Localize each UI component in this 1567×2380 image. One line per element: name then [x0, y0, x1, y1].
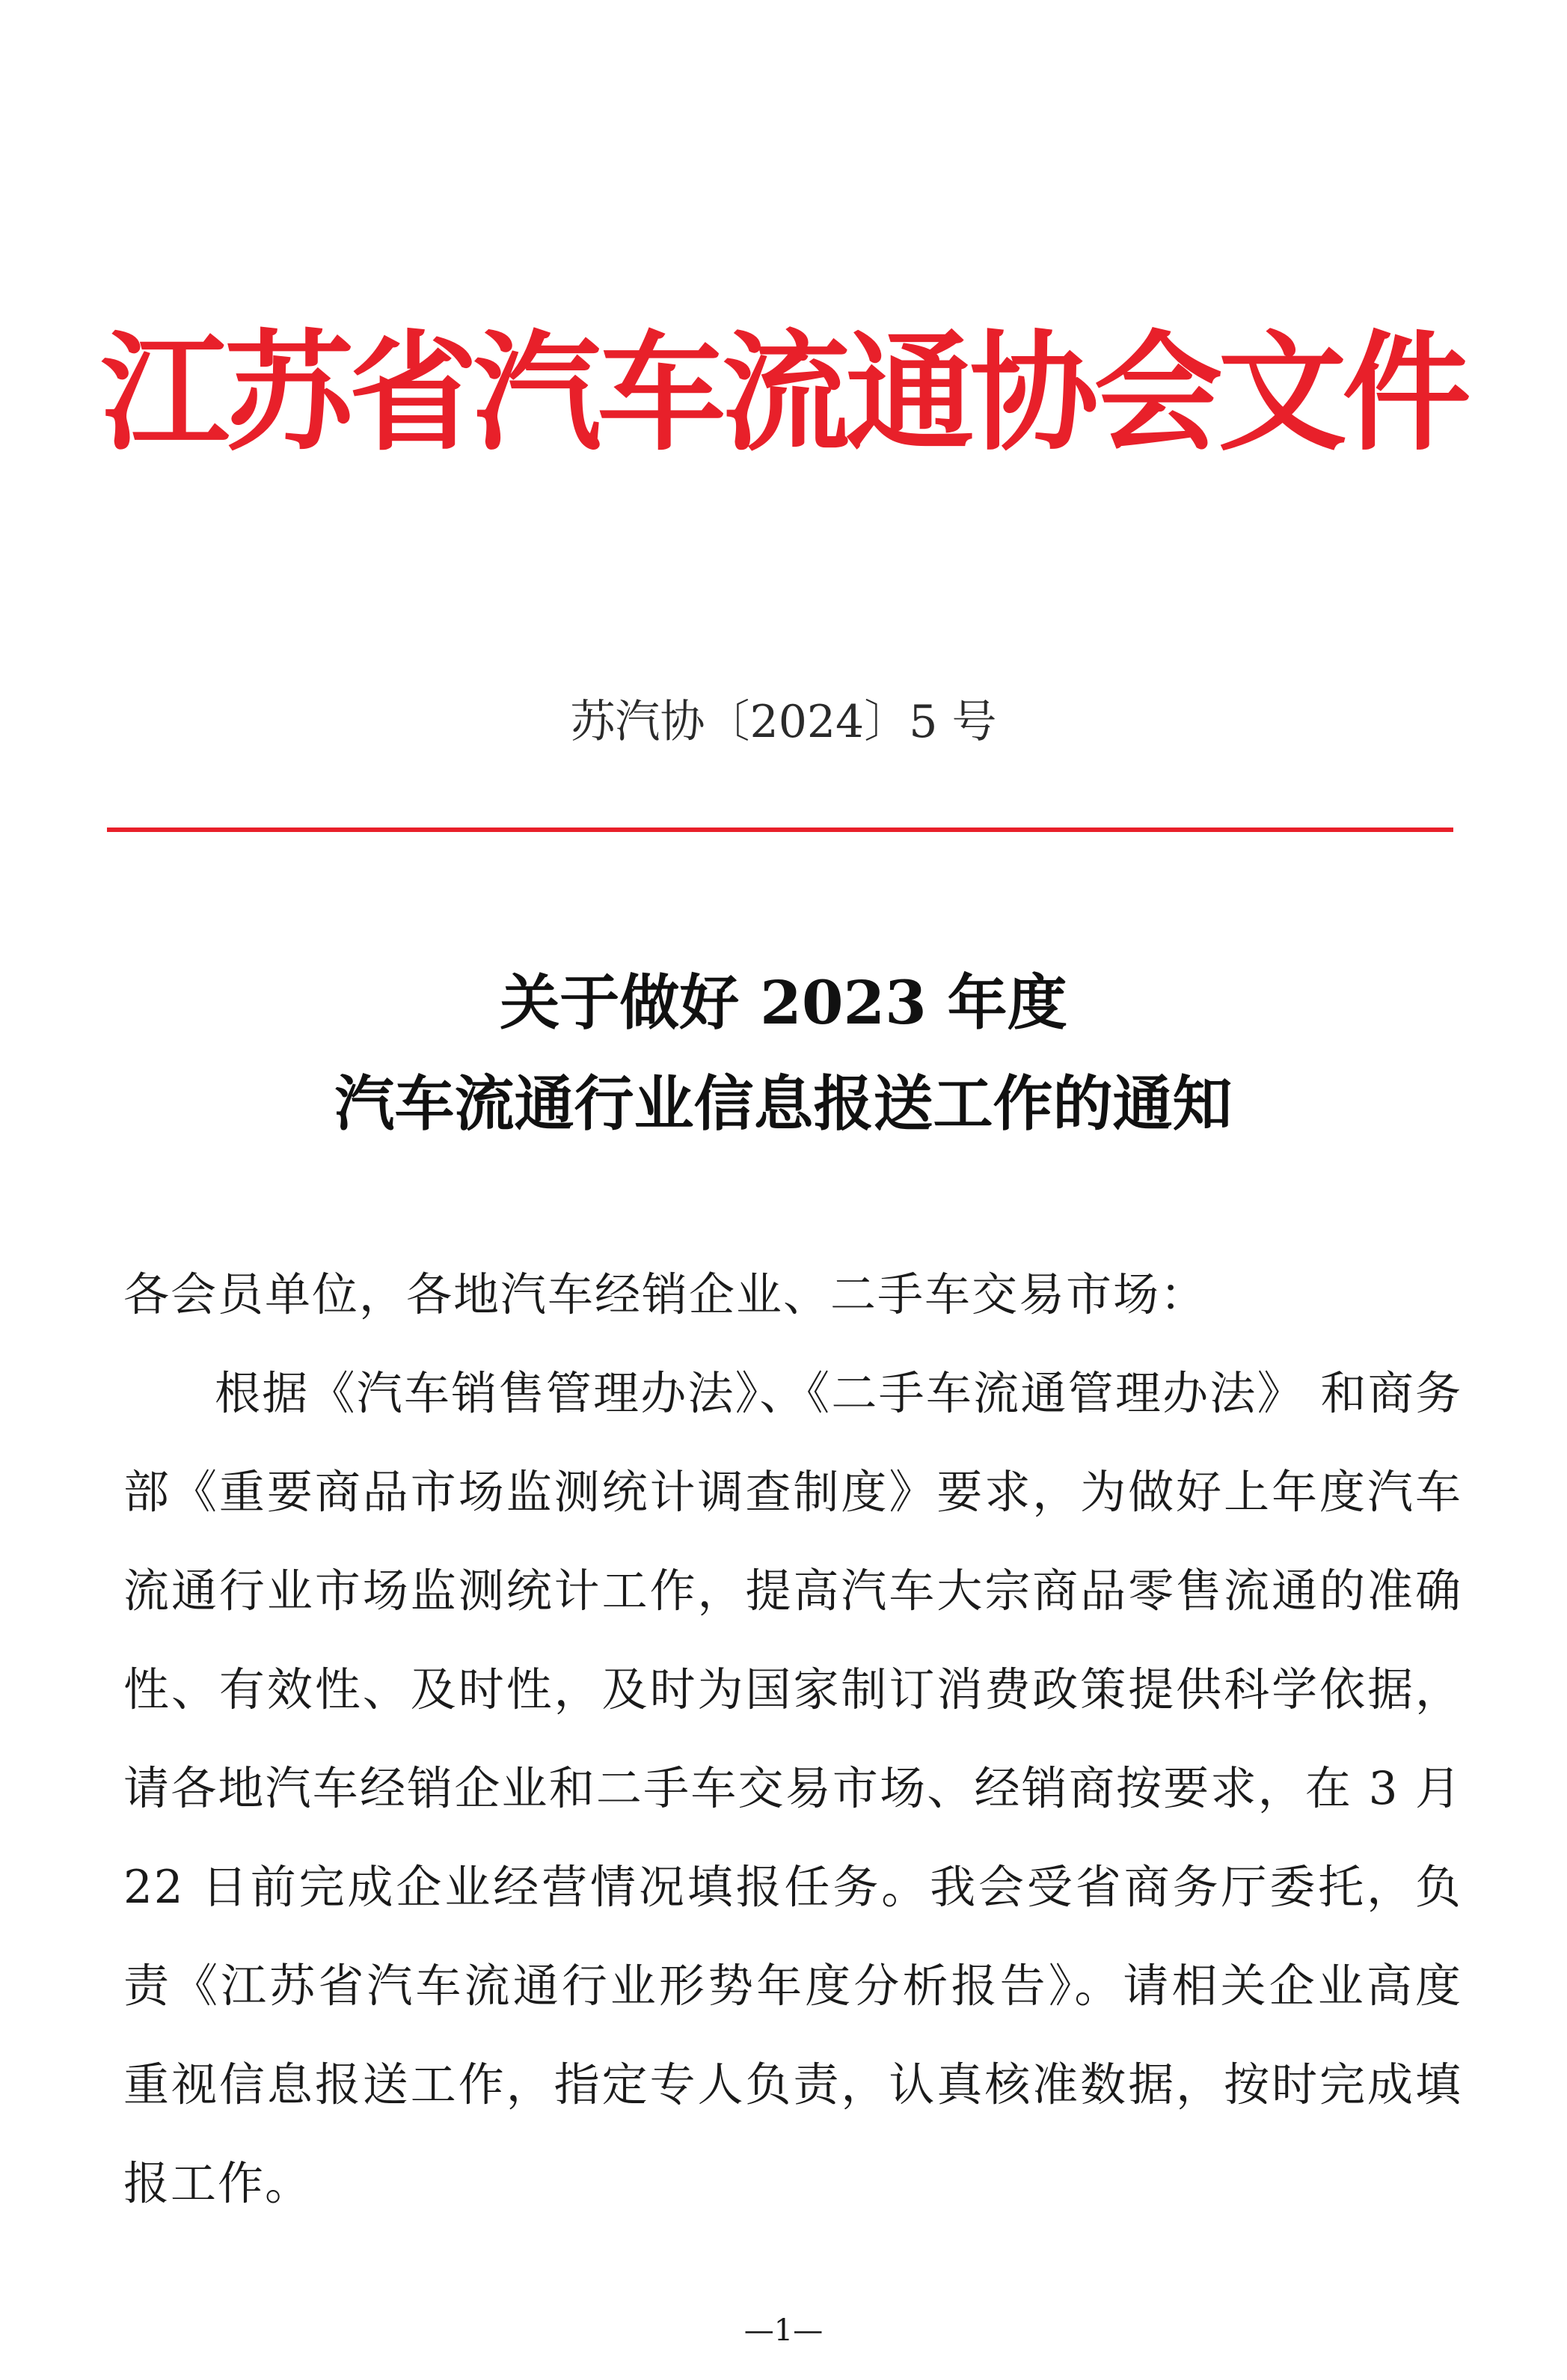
red-divider-line — [107, 828, 1453, 832]
notice-title-line-1: 关于做好 2023 年度 — [500, 967, 1067, 1038]
document-number: 苏汽协〔2024〕5 号 — [570, 696, 997, 748]
body-paragraph: 根据《汽车销售管理办法》、《二手车流通管理办法》 和商务部《重要商品市场监测统计调查制度》要求，为做好上年度汽车流通行业市场监测统计工作，提高汽车大宗商品零售流通的准确性、有效性、及时性，及时为国家制订消费政策提供科学依据，请各地汽车经销企业和二手车交易市场、经销商按要求，在 3 月 22 日前完成企业经营情况填报任务。我会受省商务厅委托，负责《江苏省汽车流通行业形势年度分析报告》。请相关企业高度重视信息报送工作，指定专人负责，认真核准数据，按时完成填报工作。 — [123, 1367, 1462, 2210]
salutation: 各会员单位，各地汽车经销企业、二手车交易市场： — [123, 1268, 1208, 1321]
document-masthead: 江苏省汽车流通协会文件 — [100, 316, 1467, 468]
notice-body — [123, 1246, 1462, 2233]
notice-title-line-2: 汽车流通行业信息报送工作的通知 — [334, 1068, 1233, 1139]
page-number: —1— — [743, 2313, 824, 2348]
